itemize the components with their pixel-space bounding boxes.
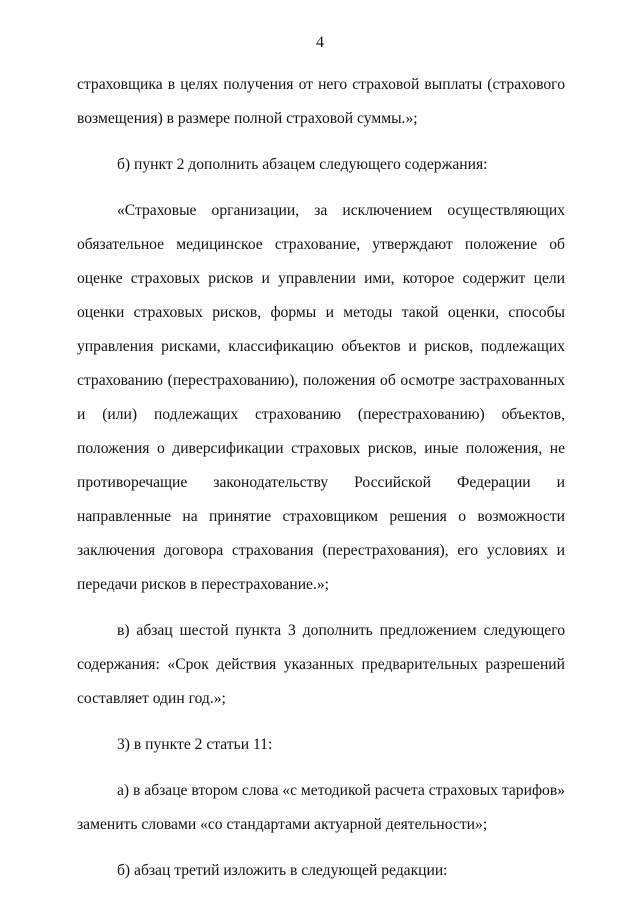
paragraph-item-a: а) в абзаце втором слова «с методикой расчета страховых тарифов» заменить словами «со стандартами актуарной деятельности»; [77, 782, 565, 833]
paragraph-quoted-text: «Страховые организации, за исключением осуществляющих обязательное медицинское страхование, утверждают положение об оценке страховых рисков и управлении ими, которое содержит цели оценки страховых рисков, формы и методы такой оценки, способы управления рисками, классификацию объектов и рисков, подлежащих страхованию (перестрахованию), положения об осмотре застрахованных и (или) подлежащих страхованию (перестрахованию) объектов, положения о диверсификации страховых рисков, иные положения, не противоречащие законодательству Российской Федерации и направленные на принятие страховщиком решения о возможности заключения договора страхования (перестрахования), его условиях и передачи рисков в перестрахование.»; [77, 202, 565, 593]
page-number: 4 [316, 34, 324, 51]
paragraph-item-b2: б) абзац третий изложить в следующей редакции: [117, 862, 448, 879]
document-body [77, 68, 565, 888]
paragraph-item-b: б) пункт 2 дополнить абзацем следующего содержания: [117, 156, 488, 173]
paragraph-item-v: в) абзац шестой пункта 3 дополнить предложением следующего содержания: «Срок действия указанных предварительных разрешений составляет один год.»; [77, 622, 565, 707]
paragraph-continuation: страховщика в целях получения от него страховой выплаты (страхового возмещения) в размере полной страховой суммы.»; [77, 76, 565, 127]
paragraph-item-3: 3) в пункте 2 статьи 11: [117, 736, 273, 753]
